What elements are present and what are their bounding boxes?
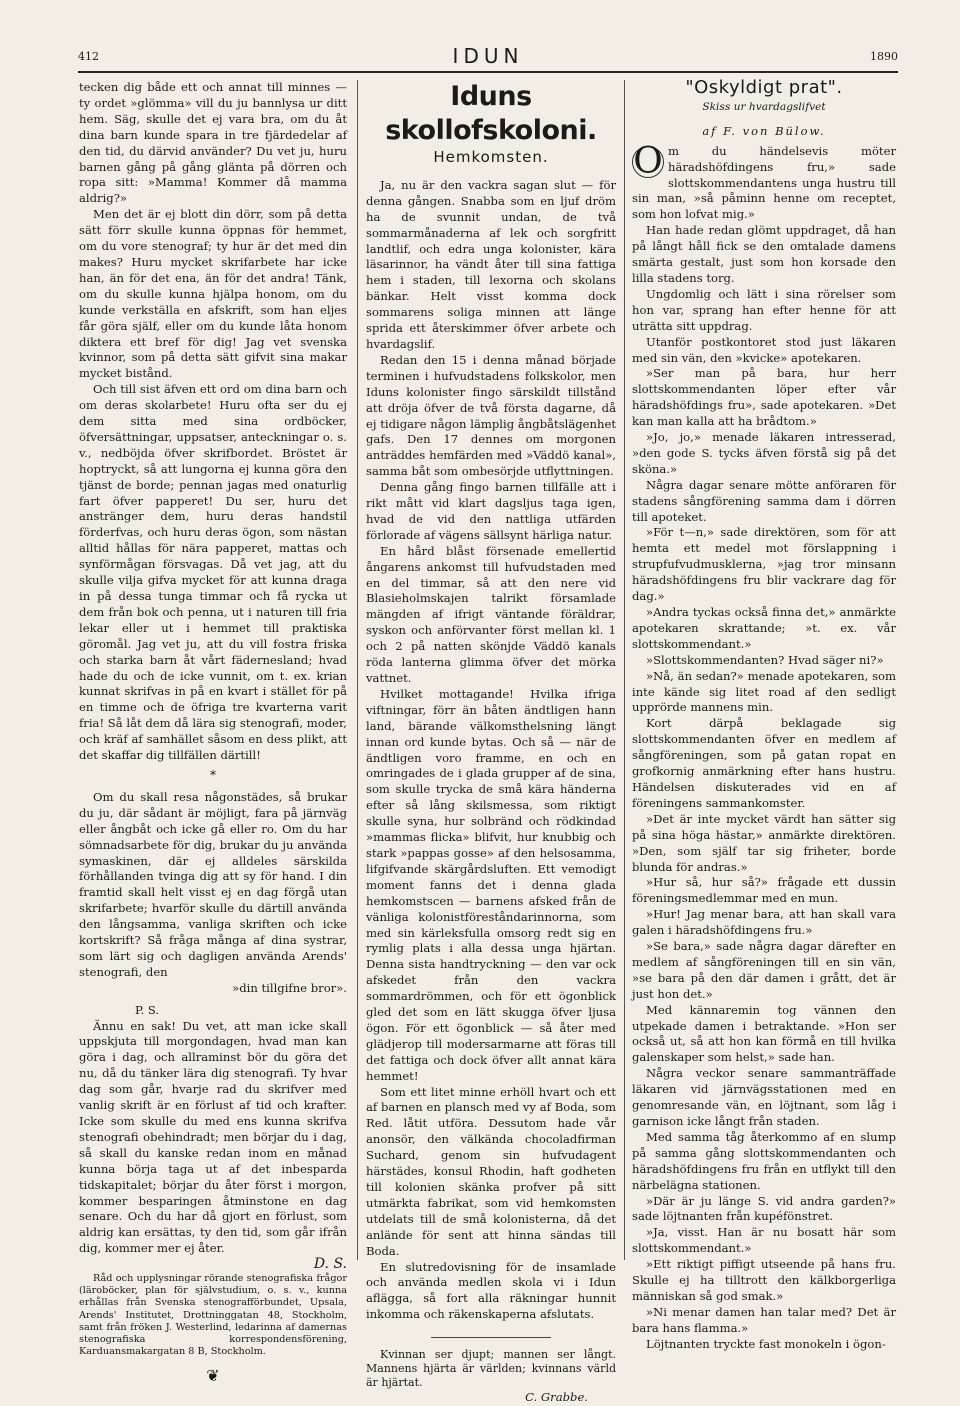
paragraph: En slutredovisning för de insamlade och använda medlen skola vi i Idun aflägga, så fort alla räkningar hunnit inkomma och räkenskaperna afslutats. xyxy=(366,1259,616,1322)
divider xyxy=(431,1337,551,1338)
paragraph xyxy=(632,140,896,224)
paragraph: Denna gång fingo barnen tillfälle att i rikt mått vid klart dagsljus taga igen, hvad de vid den nattliga utfärden förlorade af vägens sällsynt härliga natur. xyxy=(366,480,616,542)
column-3 xyxy=(632,77,896,1353)
paragraph: Och till sist äfven ett ord om dina barn och om deras skolarbete! Huru ofta ser du ej dem sitta med sina ordböcker, öfversättningar, uppsatser, anteckningar o. s. v., nedböjda öfver skrifbordet. Bröstet är hoptryckt, så att lungorna ej kunna göra den tjänst de borde; pennan jagas med onaturlig fart öfver papperet! Du ser, huru det anstränger dem, huru deras handstil förderfvas, och huru deras ögon, som nästan alltid hållas för nära papperet, mattas och synförmågan försvagas. Då vet jag, att du skulle vilja gifva mycket för att kunna draga in på dessa tunga timmar och få rycka ut dem från bok och penna, ut i naturen till fria lekar eller ut i hemmet till praktiska göromål. Jag vet ju, att du vill fostra friska och starka barn åt vårt fädernesland; hvad hade du och de icke vunnit, om t. ex. krian kunnat skrifvas in på en kvart i stället för på en timme och de öfriga tre kvarterna varit fria! Så låt dem då lära sig stenografi, moder, och kräf af samhället såsom en dess plikt, att det skaffar dig tillfällen därtill! xyxy=(79,382,347,763)
paragraph: »Ser man på bara, hur herr slottskommendanten löper efter vår häradshöfdings fru», sade apotekaren. »Det kan man kalla att ha brådtom.» xyxy=(632,366,896,429)
paragraph: Kort därpå beklagade sig slottskommendanten öfver en medlem af sångföreningen, som på gatan ropat en grofkornig anmärkning efter hans hustru. Händelsen diskuterades vid en af föreningens sammankomster. xyxy=(632,716,896,810)
paragraph: Med kännaremin tog vännen den utpekade damen i betraktande. »Hon ser också ut, så att hon kan förmå en till hvilka galenskaper som helst,» sade han. xyxy=(632,1002,896,1065)
paragraph: Men det är ej blott din dörr, som på detta sätt förr skulle kunna öppnas för hemmet, om du vore stenograf; ty hur är det med din makes? Huru mycket skrifarbete har icke han, än för det ena, än för det andra! Tänk, om du skulle kunna hjälpa honom, om du kunde verkställa en afskrift, som han eljes får göra själf, eller om du kunde låta honom diktera ett bref för dig! Jag vet svenska kvinnor, som på detta sätt gifvit sina makar mycket bistånd. xyxy=(79,207,347,381)
masthead-title: IDUN xyxy=(452,44,524,68)
paragraph: »Ett riktigt piffigt utseende på hans fru. Skulle ej ha tilltrott den kälkborgerliga människan så god smak.» xyxy=(632,1257,896,1303)
paragraph: Utanför postkontoret stod just läkaren med sin vän, den »kvicke» apotekaren. xyxy=(632,334,896,365)
paragraph: »Ni menar damen han talar med? Det är bara hans flamma.» xyxy=(632,1304,896,1335)
header-rule xyxy=(78,71,898,73)
paragraph: Redan den 15 i denna månad började terminen i hufvudstadens folkskolor, men Iduns kolonister fingo särskildt tillstånd att dröja öfver de två första dagarne, då ej tidigare någon lämplig ångbåtslägenhet gafs. Den 17 dennes om morgonen anträddes hemfärden med »Väddö kanal», samma båt som ombesörjde utflyttningen. xyxy=(366,352,616,479)
paragraph: »Andra tyckas också finna det,» anmärkte apotekaren skrattande; »t. ex. vår slottskommendant.» xyxy=(632,605,896,651)
paragraph: »Jo, jo,» menade läkaren intresserad, »den gode S. tycks äfven förstå sig på det sköna.» xyxy=(632,430,896,476)
paragraph: »Nå, än sedan?» menade apotekaren, som inte kände sig litet road af den sedligt upprörde mannens min. xyxy=(632,668,896,715)
paragraph: Ja, nu är den vackra sagan slut — för denna gången. Snabba som en ljuf dröm ha de svunnit undan, de två sommarmånaderna af lek och sorgfritt landtlif, och edra unga kolonister, kära läsarinnor, ha vändt åter till sina fattiga hem i staden, till lexorna och skolans bänkar. Helt visst komma dock sommarens soliga minnen att länge sprida ett återskimmer öfver arbete och hvardagslif. xyxy=(366,177,616,351)
paragraph: »Hur! Jag menar bara, att han skall vara galen i häradshöfdingens fru.» xyxy=(632,907,896,938)
paragraph: Han hade redan glömt uppdraget, då han på långt håll fick se den omtalade damens smärta gestalt, just som hon korsade den lilla stadens torg. xyxy=(632,223,896,285)
page-number: 412 xyxy=(78,50,99,63)
paragraph: Några veckor senare sammanträffade läkaren vid järnvägsstationen med en genomresande vän, en löjtnant, som låg i garnison icke långt från staden. xyxy=(632,1066,896,1128)
story-author: af F. von Bülow. xyxy=(702,123,826,138)
paragraph: Hvilket mottagande! Hvilka ifriga viftningar, förr än båten ändtligen hann land, bärande välkomsthelsning längt innan ord kunde bytas. Och så — när de ändtligen voro framme, en och en omringades de i glada grupper af de sina, som skulle trycka de små kära händerna efter så lång skilsmessa, som riktigt skulle syna, hur solbränd och rödkindad »mammas flicka» blifvit, hur knubbig och stark »pappas gosse» af den helsosamma, lifgifvande skärgårdsluften. Ett vemodigt moment fanns det i denna glada hemkomstscen — barnens afsked från de vänliga kolonistföreståndarinnorna, som med sin kärleksfulla omsorg redt sig en rymlig plats i alla dessa unga hjärtan. Denna sista handtryckning — den var ock afskedet från den vackra sommardrömmen, och för ett ögonblick gled det som en lätt skugga öfver ljusa ögon. För ett ögonblick — så åter med glädjerop till modersarmarne att föras till det fattiga och dock öfver allt annat kära hemmet! xyxy=(366,686,616,1083)
drop-cap: O xyxy=(633,140,663,182)
story-subtitle: Skiss ur hvardagslifvet xyxy=(702,100,826,113)
article-headline: Iduns skollofskoloni. xyxy=(385,81,597,146)
paragraph: »Ja, visst. Han är nu bosatt här som slottskommendant.» xyxy=(632,1225,896,1256)
paragraph: tecken dig både ett och annat till minnes — ty ordet »glömma» vill du ju bannlysa ur ditt hem. Säg, skulle det ej vara bra, om du åt dina barn kunde spara in tre fjärdedelar af den tid, du därvid använder? Du vet ju, huru barnen gång på gång glänta på dörren och ropa sitt: »Mamma! Kommer då mamma aldrig?» xyxy=(79,80,347,206)
paragraph: »Se bara,» sade några dagar därefter en medlem af sångföreningen till en sin vän, »se bara på den där damen i grått, det är just hon det.» xyxy=(632,939,896,1001)
postscript-label: P. S. xyxy=(135,1002,160,1017)
paragraph: Ännu en sak! Du vet, att man icke skall uppskjuta till morgondagen, hvad man kan göra i dag, och allraminst bör du göra det nu, då du tänker lära dig stenografi. Ty hvar dag som går, hvarje rad du skrifver med vanlig skrift är en förlust af tid och krafter. Icke som skulle du med ens kunna skrifva stenografi obehindradt; men börjar du i dag, så skall du kanske redan inom en månad kunna börja taga ut af det inbesparda tidskapitalet; börjar du åter först i morgon, kommer besparingen åtminstone en dag senare. Och du har då gjort en förlust, som aldrig kan ersättas, ty den tid, som går ifrån dig, kommer mer ej åter. xyxy=(79,1018,347,1256)
story-title: "Oskyldigt prat". xyxy=(685,77,843,98)
paragraph: Om du skall resa någonstädes, så brukar du ju, där sådant är möjligt, fara på järnväg eller ångbåt och icke gå eller ro. Om du har sömnadsarbete för dig, brukar du ju använda symaskinen, där ej alldeles särskilda förhållanden tvinga dig att sy för hand. I din framtid skall helt visst ej en dag förgå utan skrifarbete; hvarför skulle du därtill använda den långsamma, vanliga skriften och icke kortskrift? Så fråga många af dina systrar, som lärt sig och dagligen använda Arends' stenografi, den xyxy=(79,789,347,979)
page-header xyxy=(78,44,898,72)
aphorism-author: C. Grabbe. xyxy=(525,1390,588,1405)
paragraph: Några dagar senare mötte anföraren för stadens sångförening samma dam i dörren till apoteket. xyxy=(632,477,896,524)
column-divider xyxy=(624,80,625,1260)
paragraph: »Hur så, hur så?» frågade ett dussin föreningsmedlemmar med en mun. xyxy=(632,875,896,906)
author-initials: D. S. xyxy=(313,1256,347,1273)
ornament-icon: ❦ xyxy=(206,1366,220,1386)
section-break: * xyxy=(210,767,216,782)
column-2 xyxy=(366,80,616,1406)
letter-signoff: »din tillgifne bror». xyxy=(232,980,347,995)
paragraph: »För t—n,» sade direktören, som för att hemta ett medel mot förslappning i strupfufvudmusklerna, »jag tror minsann häradshöfdingens fru blir vackrare dag för dag.» xyxy=(632,525,896,604)
paragraph: »Där är ju länge S. vid andra garden?» sade löjtnanten från kupéfönstret. xyxy=(632,1193,896,1224)
year: 1890 xyxy=(870,50,898,63)
paragraph: »Slottskommendanten? Hvad säger ni?» xyxy=(646,652,884,667)
article-subheadline: Hemkomsten. xyxy=(433,148,549,166)
paragraph: Med samma tåg återkommo af en slump på samma gång slottskommendanten och häradshöfdingens fru från en utflykt till den närbelägna stationen. xyxy=(632,1129,896,1192)
paragraph: Ungdomlig och lätt i sina rörelser som hon var, sprang han efter henne för att uträtta sitt uppdrag. xyxy=(632,286,896,333)
footnote: Råd och upplysningar rörande stenografiska frågor (läroböcker, plan för självstudium, o. s. v., kunna erhållas från Svenska stenografförbundet, Upsala, Arends' Institutet, Drottninggatan 48, Stockholm, samt från fröken J. Westerlind, ledarinna af damernas stenografiska korrespondensförening, Karduansmakargatan 8 B, Stockholm. xyxy=(79,1273,347,1358)
paragraph: En hård blåst försenade emellertid ångarens ankomst till hufvudstaden med en del timmar, så att den nere vid Blasieholmskajen talrikt församlade mängden af ifrigt väntande föräldrar, syskon och anförvanter först mellan kl. 1 och 2 på natten skönjde Väddö kanals röda lanterna glimma öfver det mörka vattnet. xyxy=(366,543,616,685)
paragraph: Löjtnanten tryckte fast monokeln i ögon- xyxy=(646,1336,886,1351)
paragraph-text: m du händelsevis möter häradshöfdingens fru,» sade slottskommendantens unga hustru till sin man, »så påminn henne om receptet, som hon lofvat mig.» xyxy=(632,143,896,222)
paragraph: Som ett litet minne erhöll hvart och ett af barnen en plansch med vy af Boda, som Red. låtit utföra. Dessutom hade vår anonsör, den välkända chocoladfirman Suchard, genom sin hufvudagent härstädes, konsul Rhodin, haft godheten till kolonien skänka profver på sitt utmärkta fabrikat, som vid hemkomsten utdelats till de små kolonisterna, då det anlände för sent att hinna sändas till Boda. xyxy=(366,1084,616,1258)
paragraph: »Det är inte mycket värdt han sätter sig på sina höga hästar,» anmärkte direktören. »Den, som själf tar sig friheter, borde blunda för andras.» xyxy=(632,811,896,874)
column-divider xyxy=(357,80,358,1260)
column-1 xyxy=(79,80,347,1384)
aphorism: Kvinnan ser djupt; mannen ser långt. Mannens hjärta är världen; kvinnans värld är hjärtat. xyxy=(366,1348,616,1390)
